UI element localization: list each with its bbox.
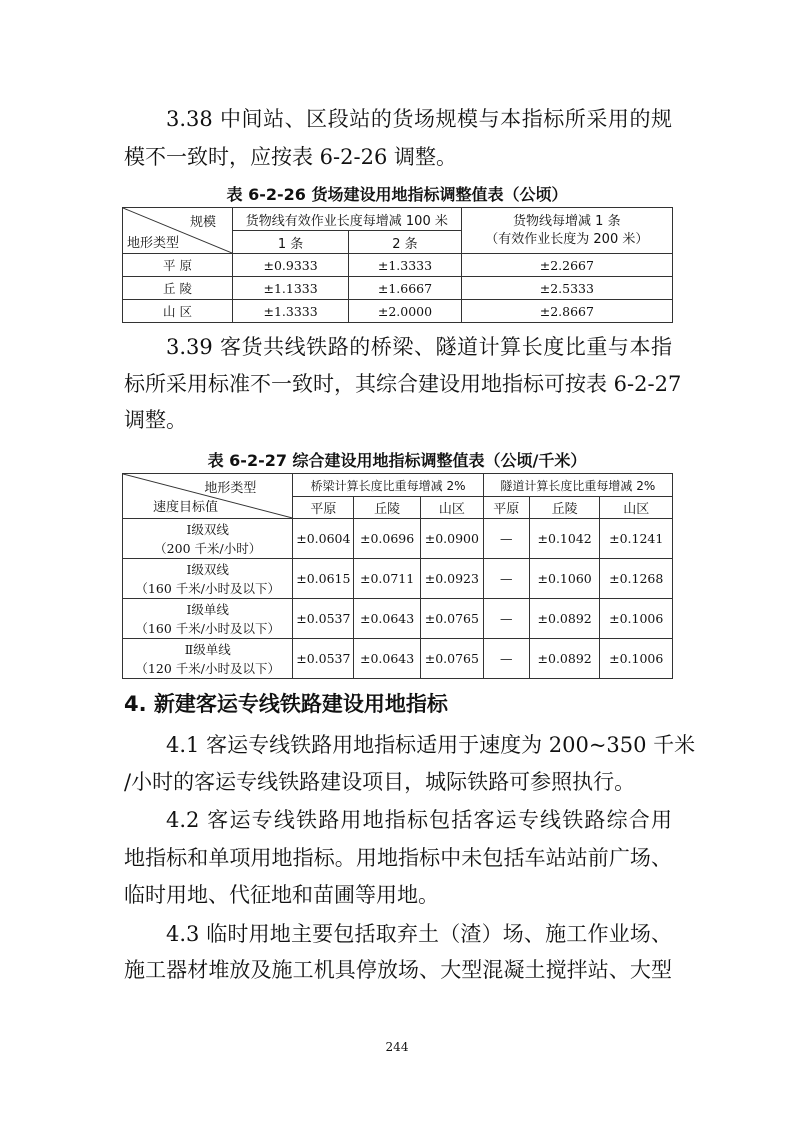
cell: ±0.0604	[293, 519, 354, 559]
row-label: 山 区	[123, 300, 233, 323]
table-row	[123, 599, 673, 639]
table-row	[123, 639, 673, 679]
para-3-39-line: 标所采用标准不一致时，其综合建设用地指标可按表 6-2-27	[124, 372, 682, 396]
row-label: 平 原	[123, 254, 233, 277]
group-header-line: 货物线每增减 1 条	[513, 213, 621, 229]
row-label: 丘 陵	[123, 277, 233, 300]
table-row	[123, 559, 673, 599]
para-4-2-line: 临时用地、代征地和苗圃等用地。	[124, 883, 439, 907]
cell: ±0.0643	[354, 639, 421, 679]
cell: ±2.5333	[461, 277, 672, 300]
cell: ±1.6667	[349, 277, 461, 300]
table-6-2-27	[122, 473, 673, 679]
row-label	[123, 599, 293, 639]
cell: —	[483, 519, 529, 559]
cell: ±1.1333	[232, 277, 348, 300]
row-label-line: Ⅰ级单线	[186, 601, 229, 617]
cell: ±2.2667	[461, 254, 672, 277]
para-4-2-line: 地指标和单项用地指标。用地指标中未包括车站站前广场、	[124, 846, 672, 870]
sub-header: 1 条	[232, 231, 348, 254]
row-label	[123, 519, 293, 559]
row-label-line: Ⅱ级单线	[184, 641, 231, 657]
corner-bottom-label: 速度目标值	[153, 500, 219, 515]
group-header	[461, 208, 672, 254]
cell: ±1.3333	[349, 254, 461, 277]
cell: ±0.0900	[420, 519, 483, 559]
cell: ±0.1042	[529, 519, 600, 559]
group-header: 货物线有效作业长度每增减 100 米	[232, 208, 461, 231]
cell: ±2.0000	[349, 300, 461, 323]
cell: ±0.1006	[600, 639, 673, 679]
cell: ±0.0892	[529, 599, 600, 639]
corner-top-label: 地形类型	[204, 481, 257, 496]
cell: ±0.1241	[600, 519, 673, 559]
cell: ±0.0765	[420, 599, 483, 639]
para-3-39-line: 调整。	[124, 408, 187, 432]
group-header-line: （有效作业长度为 200 米）	[485, 231, 649, 247]
row-label-line: （120 千米/小时及以下）	[135, 660, 280, 676]
row-label	[123, 639, 293, 679]
para-3-38-line: 3.38 中间站、区段站的货场规模与本指标所采用的规	[166, 107, 672, 131]
cell: ±0.0892	[529, 639, 600, 679]
corner-header	[123, 474, 293, 519]
para-4-3-line: 施工器材堆放及施工机具停放场、大型混凝土搅拌站、大型	[124, 958, 672, 982]
sub-header: 平原	[293, 497, 354, 519]
sub-header: 2 条	[349, 231, 461, 254]
cell: ±0.0537	[293, 599, 354, 639]
cell: —	[483, 599, 529, 639]
cell: ±0.9333	[232, 254, 348, 277]
table-6-2-27-caption: 表 6-2-27 综合建设用地指标调整值表（公顷/千米）	[207, 451, 587, 470]
cell: ±1.3333	[232, 300, 348, 323]
table-row	[123, 519, 673, 559]
cell: ±0.0537	[293, 639, 354, 679]
para-4-2-line: 4.2 客运专线铁路用地指标包括客运专线铁路综合用	[166, 808, 672, 832]
group-header: 隧道计算长度比重每增减 2%	[483, 474, 672, 497]
table-6-2-26-caption: 表 6-2-26 货场建设用地指标调整值表（公顷）	[226, 185, 568, 204]
table-row	[123, 300, 673, 323]
cell: —	[483, 639, 529, 679]
cell: ±0.1268	[600, 559, 673, 599]
row-label-line: （200 千米/小时）	[154, 540, 262, 556]
group-header: 桥梁计算长度比重每增减 2%	[293, 474, 483, 497]
cell: ±0.1060	[529, 559, 600, 599]
cell: ±0.0615	[293, 559, 354, 599]
table-row	[123, 277, 673, 300]
section-4-heading: 4. 新建客运专线铁路建设用地指标	[124, 692, 448, 716]
table-6-2-26	[122, 207, 673, 323]
sub-header: 丘陵	[354, 497, 421, 519]
cell: ±0.0696	[354, 519, 421, 559]
corner-header	[123, 208, 233, 254]
table-row	[123, 254, 673, 277]
sub-header: 丘陵	[529, 497, 600, 519]
sub-header: 平原	[483, 497, 529, 519]
para-4-1-line: 4.1 客运专线铁路用地指标适用于速度为 200~350 千米	[166, 733, 696, 757]
para-3-38-line: 模不一致时，应按表 6-2-26 调整。	[124, 145, 457, 169]
para-3-39-line: 3.39 客货共线铁路的桥梁、隧道计算长度比重与本指	[166, 335, 672, 359]
corner-top-label: 规模	[189, 215, 216, 230]
row-label-line: Ⅰ级双线	[186, 521, 229, 537]
row-label-line: Ⅰ级双线	[186, 561, 229, 577]
cell: ±0.0923	[420, 559, 483, 599]
cell: ±0.0765	[420, 639, 483, 679]
row-label	[123, 559, 293, 599]
row-label-line: （160 千米/小时及以下）	[135, 580, 280, 596]
row-label-line: （160 千米/小时及以下）	[135, 620, 280, 636]
cell: —	[483, 559, 529, 599]
cell: ±2.8667	[461, 300, 672, 323]
para-4-3-line: 4.3 临时用地主要包括取弃土（渣）场、施工作业场、	[166, 922, 672, 946]
cell: ±0.0711	[354, 559, 421, 599]
cell: ±0.1006	[600, 599, 673, 639]
sub-header: 山区	[420, 497, 483, 519]
para-4-1-line: /小时的客运专线铁路建设项目，城际铁路可参照执行。	[124, 770, 636, 794]
page-number: 244	[385, 1040, 409, 1054]
corner-bottom-label: 地形类型	[127, 236, 180, 251]
sub-header: 山区	[600, 497, 673, 519]
cell: ±0.0643	[354, 599, 421, 639]
